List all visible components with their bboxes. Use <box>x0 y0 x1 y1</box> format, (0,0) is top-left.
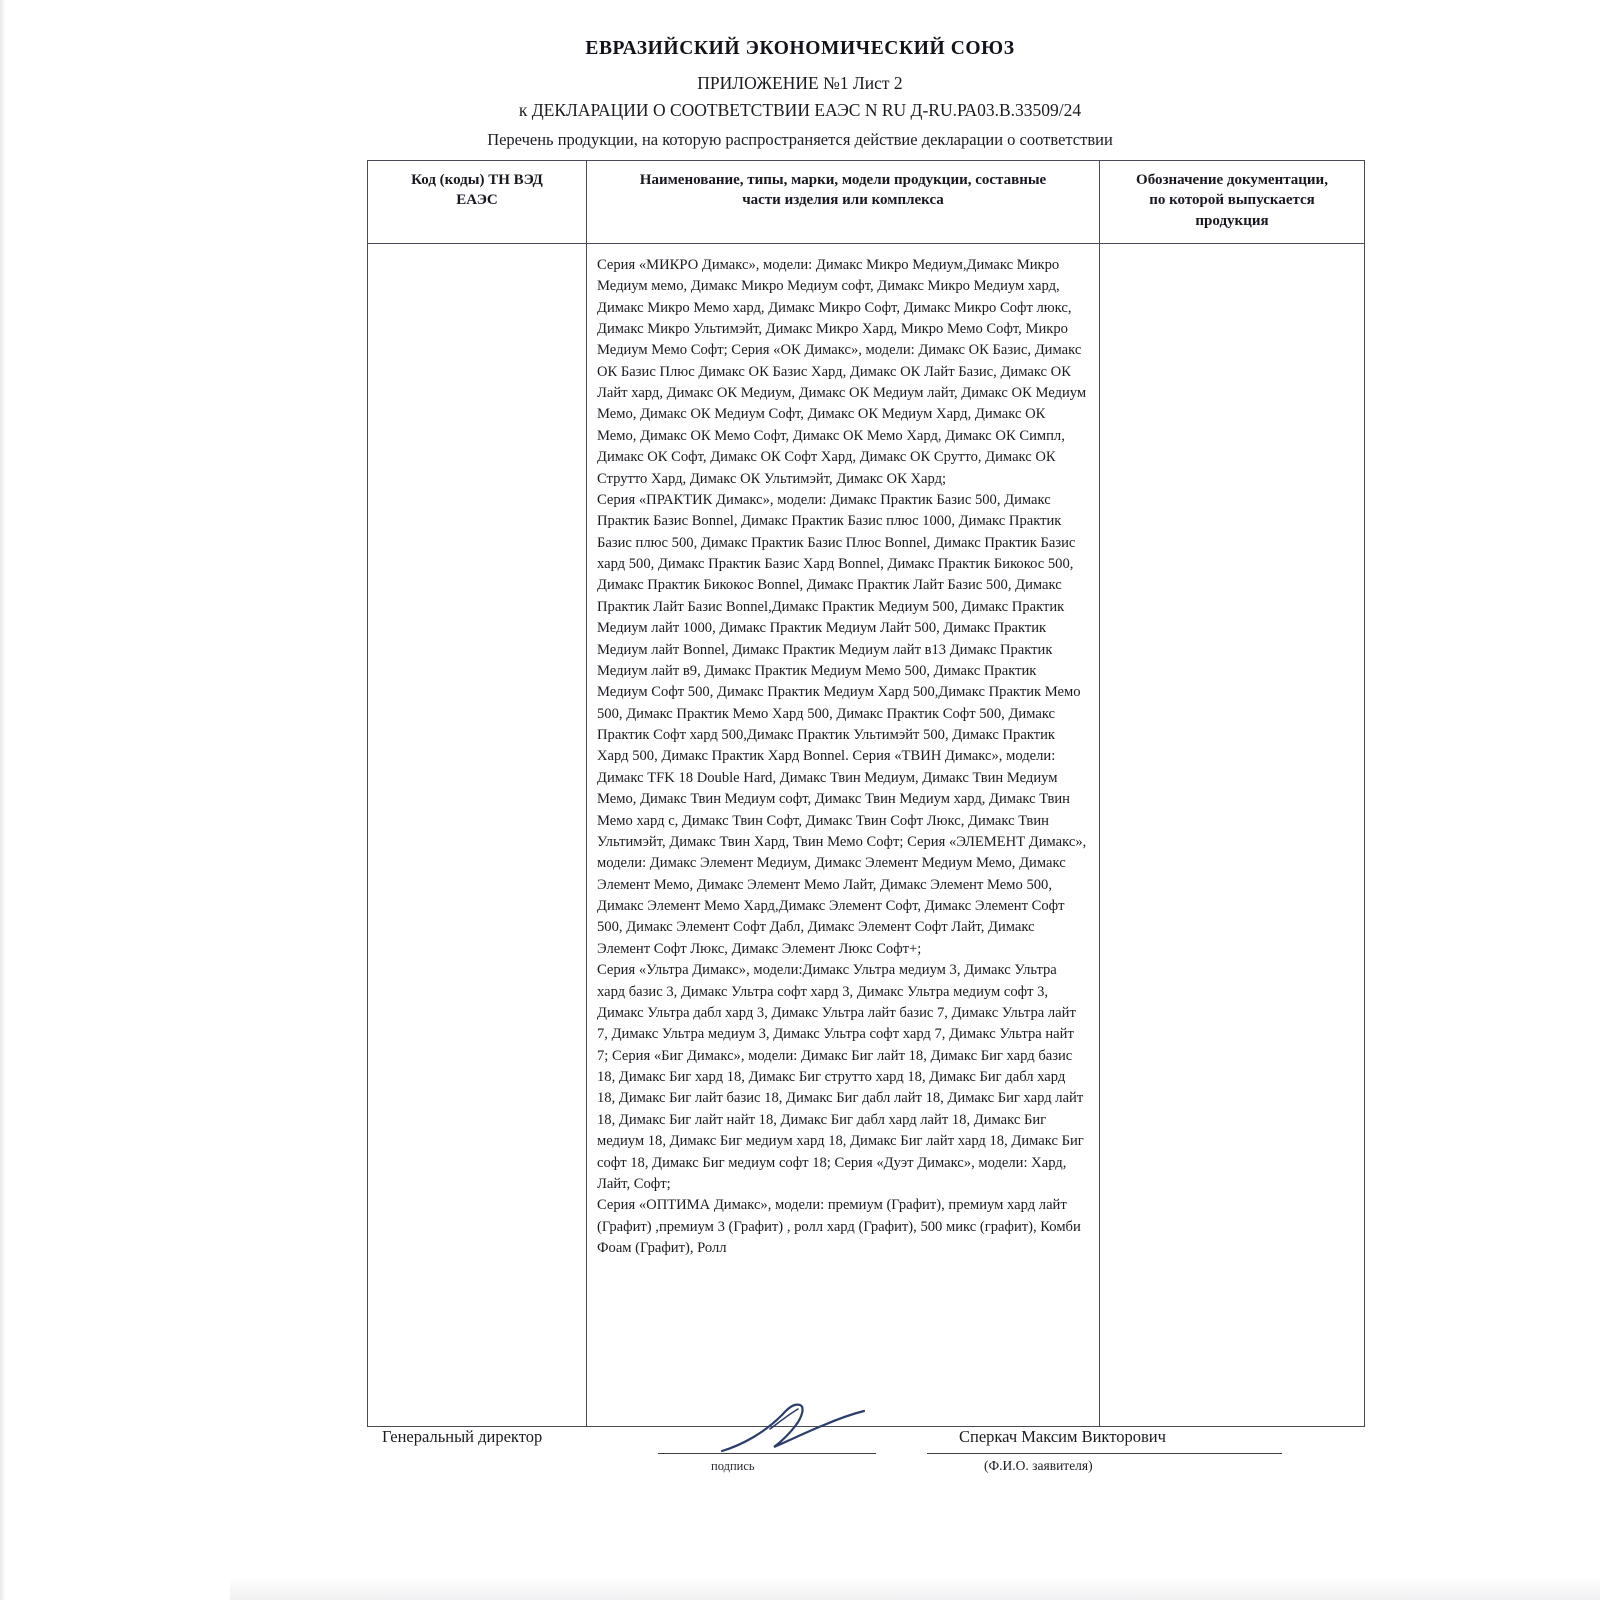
subtitle-line: Перечень продукции, на которую распространяется действие декларации о соответствии <box>487 130 1113 149</box>
product-paragraph-4: Серия «ОПТИМА Димакс», модели: премиум (Графит), премиум хард лайт (Графит) ,премиум 3 (Графит) , ролл хард (Графит), 500 микс (графит), Комби Фоам (Графит), Ролл <box>597 1197 1081 1256</box>
signature-line <box>658 1453 876 1454</box>
signature-caption: подпись <box>711 1459 755 1473</box>
table-body <box>368 243 1365 1426</box>
page-title: ЕВРАЗИЙСКИЙ ЭКОНОМИЧЕСКИЙ СОЮЗ <box>585 38 1015 59</box>
document-header <box>0 0 1600 150</box>
column-header-doc-line2: по которой выпускается <box>1149 192 1315 209</box>
declaration-line: к ДЕКЛАРАЦИИ О СООТВЕТСТВИИ ЕАЭС N RU Д-RU.РА03.В.33509/24 <box>518 100 1082 120</box>
scan-edge-bottom <box>230 1578 1600 1600</box>
column-header-doc <box>1100 161 1365 244</box>
table-row <box>368 243 1365 1426</box>
scan-edge-left <box>0 0 6 1600</box>
appendix-line: ПРИЛОЖЕНИЕ №1 Лист 2 <box>697 73 903 93</box>
cell-product-names <box>587 243 1100 1426</box>
product-table-wrapper <box>367 160 1328 1427</box>
product-paragraph-3: Серия «Ультра Димакс», модели:Димакс Ультра медиум 3, Димакс Ультра хард базис 3, Димакс Ультра софт хард 3, Димакс Ультра медиум софт 3, Димакс Ультра дабл хард 3, Димакс Ультра лайт базис 7, Димакс Ультра лайт 7, Димакс Ультра медиум 3, Димакс Ультра софт хард 7, Димакс Ультра найт 7; Серия «Биг Димакс», модели: Димакс Биг лайт 18, Димакс Биг хард базис 18, Димакс Биг хард 18, Димакс Биг струтто хард 18, Димакс Биг дабл хард 18, Димакс Биг лайт базис 18, Димакс Биг дабл лайт 18, Димакс Биг хард лайт 18, Димакс Биг лайт найт 18, Димакс Биг дабл хард лайт 18, Димакс Биг медиум 18, Димакс Биг медиум хард 18, Димакс Биг лайт хард 18, Димакс Биг софт 18, Димакс Биг медиум софт 18; Серия «Дуэт Димакс», модели: Хард, Лайт, Софт; <box>597 962 1084 1192</box>
cell-documentation <box>1100 243 1365 1426</box>
product-paragraph-1: Серия «МИКРО Димакс», модели: Димакс Микро Медиум,Димакс Микро Медиум мемо, Димакс Микро Медиум софт, Димакс Микро Медиум хард, Димакс Микро Мемо хард, Димакс Микро Софт, Димакс Микро Софт люкс, Димакс Микро Ультимэйт, Димакс Микро Хард, Микро Мемо Софт, Микро Медиум Мемо Софт; Серия «ОК Димакс», модели: Димакс ОК Базис, Димакс ОК Базис Плюс Димакс ОК Базис Хард, Димакс ОК Лайт Базис, Димакс ОК Лайт хард, Димакс ОК Медиум, Димакс ОК Медиум лайт, Димакс ОК Медиум Мемо, Димакс ОК Медиум Софт, Димакс ОК Медиум Хард, Димакс ОК Мемо, Димакс ОК Мемо Софт, Димакс ОК Мемо Хард, Димакс ОК Симпл, Димакс ОК Софт, Димакс ОК Софт Хард, Димакс ОК Срутто, Димакс ОК Струтто Хард, Димакс ОК Ультимэйт, Димакс ОК Хард; <box>597 256 1087 487</box>
name-line <box>927 1453 1282 1454</box>
column-header-code <box>368 161 587 244</box>
applicant-name: Сперкач Максим Викторович <box>959 1427 1166 1446</box>
signature-role: Генеральный директор <box>382 1427 543 1446</box>
table-head <box>368 161 1365 244</box>
column-header-code-line1: Код (коды) ТН ВЭД <box>411 172 543 188</box>
column-header-name-line1: Наименование, типы, марки, модели продукции, составные <box>639 172 1047 188</box>
product-table <box>367 160 1365 1427</box>
cell-code <box>368 243 587 1426</box>
column-header-name <box>587 161 1100 244</box>
applicant-name-caption: (Ф.И.О. заявителя) <box>984 1458 1093 1473</box>
signature-block <box>367 1427 1301 1473</box>
signature-row <box>367 1427 1301 1473</box>
table-header-row <box>368 161 1365 244</box>
column-header-code-line2: ЕАЭС <box>456 192 498 209</box>
column-header-doc-line3: продукция <box>1195 212 1269 229</box>
column-header-name-line2: части изделия или комплекса <box>742 192 944 209</box>
column-header-doc-line1: Обозначение документации, <box>1136 172 1328 188</box>
product-paragraph-2: Серия «ПРАКТИК Димакс», модели: Димакс Практик Базис 500, Димакс Практик Базис Bonnel, Димакс Практик Базис плюс 1000, Димакс Практик Базис плюс 500, Димакс Практик Базис Плюс Bonnel, Димакс Практик Базис хард 500, Димакс Практик Базис Хард Bonnel, Димакс Практик Бикокос 500, Димакс Практик Бикокос Bonnel, Димакс Практик Лайт Базис 500, Димакс Практик Лайт Базис Bonnel,Димакс Практик Медиум 500, Димакс Практик Медиум лайт 1000, Димакс Практик Медиум Лайт 500, Димакс Практик Медиум лайт Bonnel, Димакс Практик Медиум лайт в13 Димакс Практик Медиум лайт в9, Димакс Практик Медиум Мемо 500, Димакс Практик Медиум Софт 500, Димакс Практик Медиум Хард 500,Димакс Практик Мемо 500, Димакс Практик Мемо Хард 500, Димакс Практик Софт 500, Димакс Практик Софт хард 500,Димакс Практик Ультимэйт 500, Димакс Практик Хард 500, Димакс Практик Хард Bonnel. Серия «ТВИН Димакс», модели: Димакс TFK 18 Double Hard, Димакс Твин Медиум, Димакс Твин Медиум Мемо, Димакс Твин Медиум софт, Димакс Твин Медиум хард, Димакс Твин Мемо хард с, Димакс Твин Софт, Димакс Твин Софт Люкс, Димакс Твин Ультимэйт, Димакс Твин Хард, Твин Мемо Софт; Серия «ЭЛЕМЕНТ Димакс», модели: Димакс Элемент Медиум, Димакс Элемент Медиум Мемо, Димакс Элемент Мемо, Димакс Элемент Мемо Лайт, Димакс Элемент Мемо 500, Димакс Элемент Мемо Хард,Димакс Элемент Софт, Димакс Элемент Софт 500, Димакс Элемент Софт Дабл, Димакс Элемент Софт Лайт, Димакс Элемент Софт Люкс, Димакс Элемент Люкс Софт+; <box>597 491 1087 957</box>
